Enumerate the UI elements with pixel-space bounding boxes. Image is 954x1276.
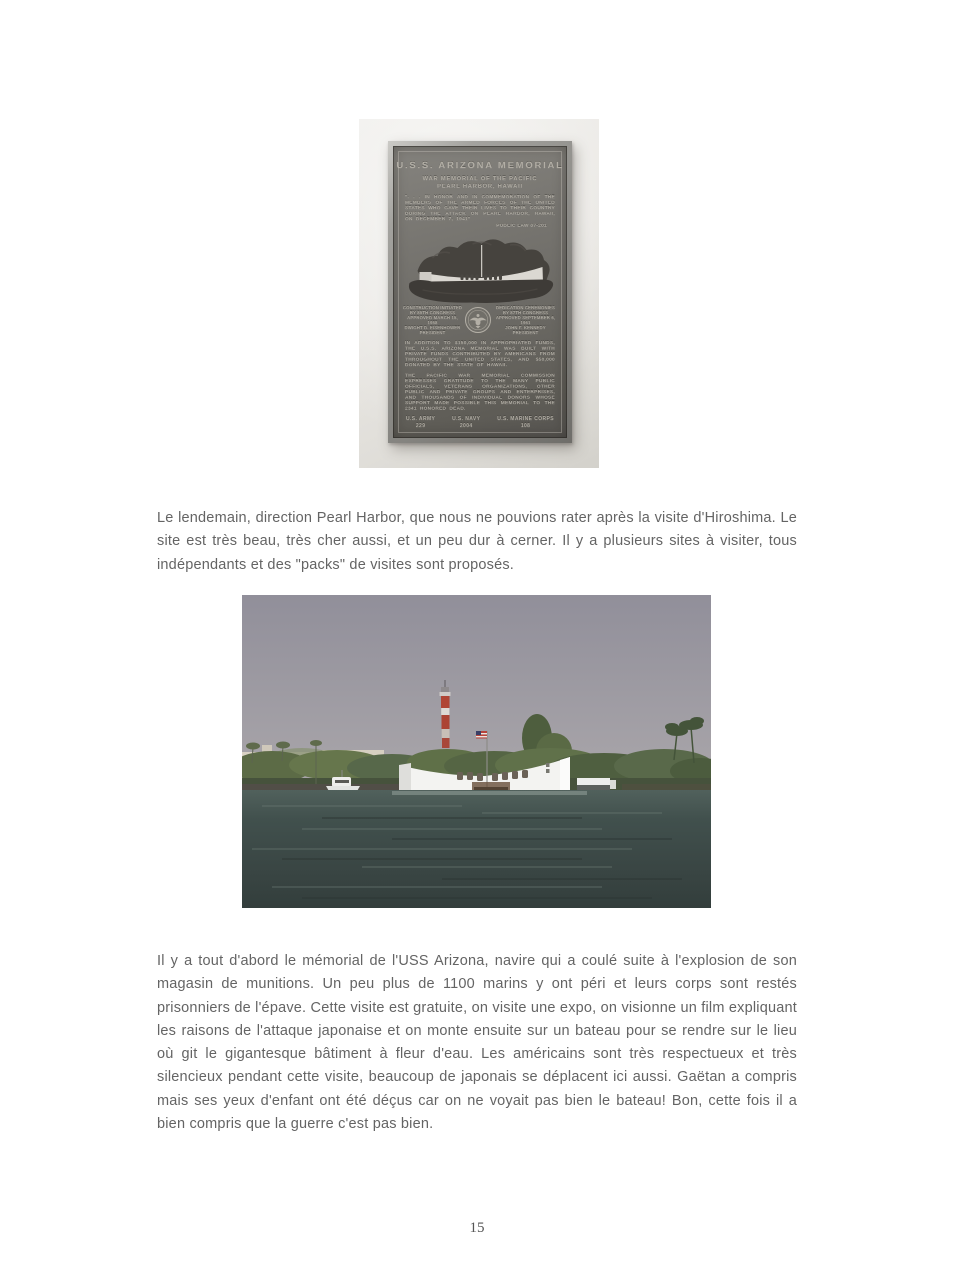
plaque-dedication-text: ". . . IN HONOR AND IN COMMEMORATION OF THE MEMBERS OF THE ARMED FORCES OF THE UNITED STATES WHO GAVE THEIR LIVES TO THEIR COUNTRY DURING THE ATTACK ON PEARL HARBOR, HAWAII, ON DECEMBER 7, 1941" [405,194,555,222]
memorial-photo [242,595,711,908]
relief-flagpole [481,245,482,277]
great-seal-medallion [464,306,493,335]
plaque-construction-block: CONSTRUCTION INITIATED BY 85TH CONGRESS APPROVED MARCH 15, 1958 DWIGHT D. EISENHOWER PRESIDENT [402,305,463,335]
paragraph-uss-arizona: Il y a tout d'abord le mémorial de l'USS Arizona, navire qui a coulé suite à l'explosion de son magasin de munitions. Un peu plus de 1100 marins y ont péri et leurs corps sont restés prisonniers de l'épave. Cette visite est gratuite, on visite une expo, on visionne un film expliquant les raisons de l'attaque japonaise et on monte ensuite sur un bateau pour se rendre sur le lieu où git le gigantesque bâtiment à fleur d'eau. Les américains sont très respectueux et très silencieux pendant cette visite, beaucoup de japonais se déplacent ici aussi. Gaëtan a compris mais ses yeux d'enfant ont été déçus car on ne voyait pas bien le bateau! Bon, cette fois il a bien compris que la guerre c'est pas bien. [157,953,797,1133]
casualty-marines: U.S. MARINE CORPS 108 [497,416,554,429]
memorial-plaque [388,141,572,443]
wake [392,791,587,795]
memorial-relief [403,230,558,304]
plaque-gratitude-text: THE PACIFIC WAR MEMORIAL COMMISSION EXPRESSES GRATITUDE TO THE MANY PUBLIC OFFICIALS, VETERANS ORGANIZATIONS, OTHER PUBLIC AND PRIVATE GROUPS AND ENTERPRISES, AND THOUSANDS OF INDIVIDUAL DONORS WHOSE SUPPORT MADE POSSIBLE THIS MEMORIAL TO THE 2341 HONORED DEAD. [405,372,555,411]
pier [242,784,400,791]
plaque-casualty-columns [406,416,554,429]
shoreline [622,784,711,791]
plaque-funds-text: IN ADDITION TO $150,000 IN APPROPRIATED FUNDS, THE U.S.S. ARIZONA MEMORIAL WAS BUILT WITH PRIVATE FUNDS CONTRIBUTED BY AMERICANS FROM THROUGHOUT THE UNITED STATES, AND $50,000 DONATED BY THE STATE OF HAWAII. [405,340,555,368]
plaque-subtitle-2: PEARL HARBOR, HAWAII [437,183,523,189]
plaque-public-law: PUBLIC LAW 87-201 [496,222,547,228]
casualty-navy: U.S. NAVY 2004 [452,416,481,429]
page-number: 15 [469,1220,485,1236]
plaque-face [393,146,567,438]
plaque-photo [359,119,599,468]
plaque-subtitle-1: WAR MEMORIAL OF THE PACIFIC [422,175,538,182]
plaque-dedication-block: DEDICATION CEREMONIES BY 87TH CONGRESS APPROVED SEPTEMBER 6, 1961 JOHN F. KENNEDY PRESIDENT [495,305,556,335]
us-flag [476,731,487,739]
paragraph-intro: Le lendemain, direction Pearl Harbor, que nous ne pouvions rater après la visite d'Hiroshima. Le site est très beau, très cher aussi, et un peu dur à cerner. Il y a plusieurs sites à visiter, tous indépendants et des "packs" de visites sont proposés. [157,510,797,573]
casualty-army: U.S. ARMY 229 [406,416,436,429]
water [242,790,711,908]
plaque-title: U.S.S. ARIZONA MEMORIAL [396,160,564,171]
